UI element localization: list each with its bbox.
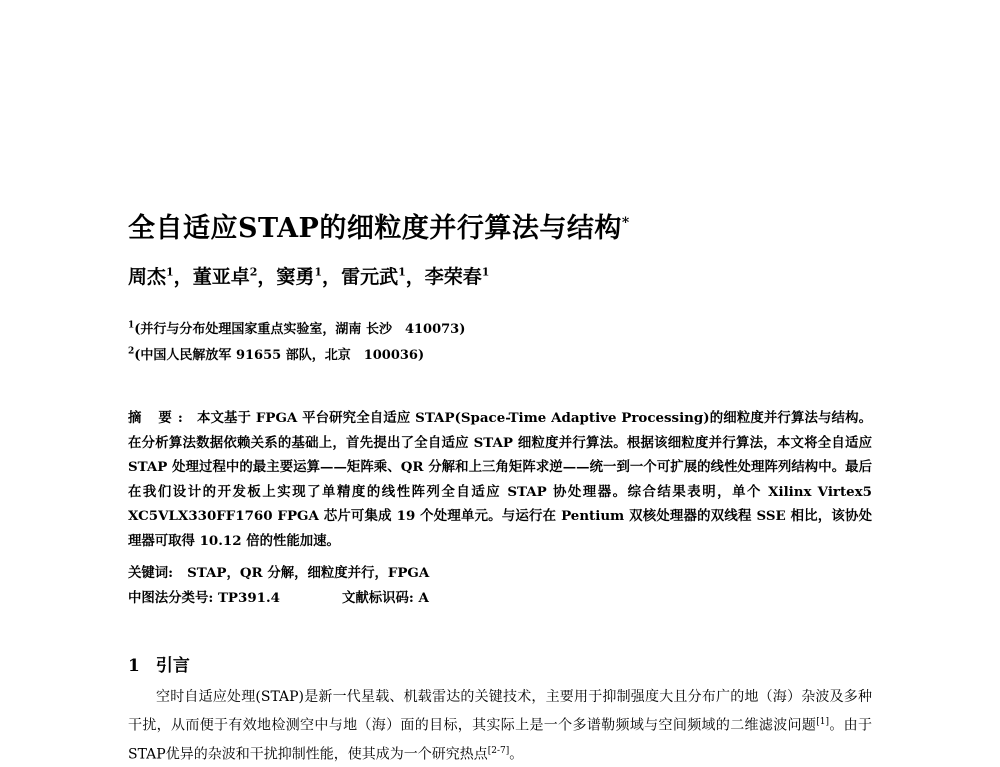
affiliation: $^1$(并行与分布处理国家重点实验室，湖南 长沙 410073) — [128, 320, 466, 337]
title-footnote-mark: * — [621, 215, 630, 231]
clc-label: 中图法分类号: — [128, 590, 214, 606]
author: 窦勇$^1$ — [276, 265, 323, 288]
affiliation: $^2$(中国人民解放军 91655 部队，北京 100036) — [128, 346, 425, 363]
abstract — [128, 406, 872, 553]
author-separator: ， — [405, 266, 425, 288]
author-separator: ， — [257, 266, 277, 288]
doc-code-value: A — [418, 590, 429, 606]
classification — [128, 587, 429, 606]
keywords-text: STAP，QR 分解，细粒度并行，FPGA — [187, 565, 430, 581]
author: 董亚卓$^2$ — [192, 265, 258, 288]
author-list — [128, 262, 489, 289]
author: 李荣春$^1$ — [424, 265, 490, 288]
citation: [1] — [816, 717, 829, 727]
abstract-text: 本文基于 FPGA 平台研究全自适应 STAP(Space-Time Adaptive Processing)的细粒度并行算法与结构。在分析算法数据依赖关系的基础上，首先提出了全自适应 STAP 细粒度并行算法。根据该细粒度并行算法，本文将全自适应 STAP 处理过程中的最主要运算——矩阵乘、QR 分解和上三角矩阵求逆——统一到一个可扩展的线性处理阵列结构中。最后在我们设计的开发板上实现了单精度的线性阵列全自适应 STAP 协处理器。综合结果表明，单个 Xilinx Virtex5 XC5VLX330FF1760 FPGA 芯片可集成 19 个处理单元。与运行在 Pentium 双核处理器的双线程 SSE 相比，该协处理器可取得 10.12 倍的性能加速。 — [128, 410, 872, 549]
title-text: 全自适应STAP的细粒度并行算法与结构 — [128, 213, 622, 244]
doc-code-label: 文献标识码: — [341, 590, 414, 606]
intro-paragraph: 空时自适应处理(STAP)是新一代星载、机载雷达的关键技术，主要用于抑制强度大且分布广的地（海）杂波及多种干扰，从而便于有效地检测空中与地（海）面的目标，其实际上是一个多谱勒频域与空间频域的二维滤波问题[1]。由于STAP优异的杂波和干扰抑制性能，使其成为一个研究热点[2-7]。 — [128, 689, 872, 763]
clc-value: TP391.4 — [217, 590, 280, 606]
author: 周杰$^1$ — [128, 265, 174, 288]
author-separator: ， — [322, 266, 342, 288]
paper-title — [128, 206, 630, 245]
author-separator: ， — [173, 266, 193, 288]
abstract-label: 摘 要: — [128, 410, 189, 426]
citation: [2-7] — [487, 745, 510, 756]
author: 雷元武$^1$ — [341, 265, 406, 288]
section-number: 1 — [128, 656, 140, 676]
section-title: 引言 — [155, 656, 190, 676]
section-heading — [128, 651, 190, 676]
keywords — [128, 562, 429, 581]
keywords-label: 关键词: — [128, 565, 174, 581]
